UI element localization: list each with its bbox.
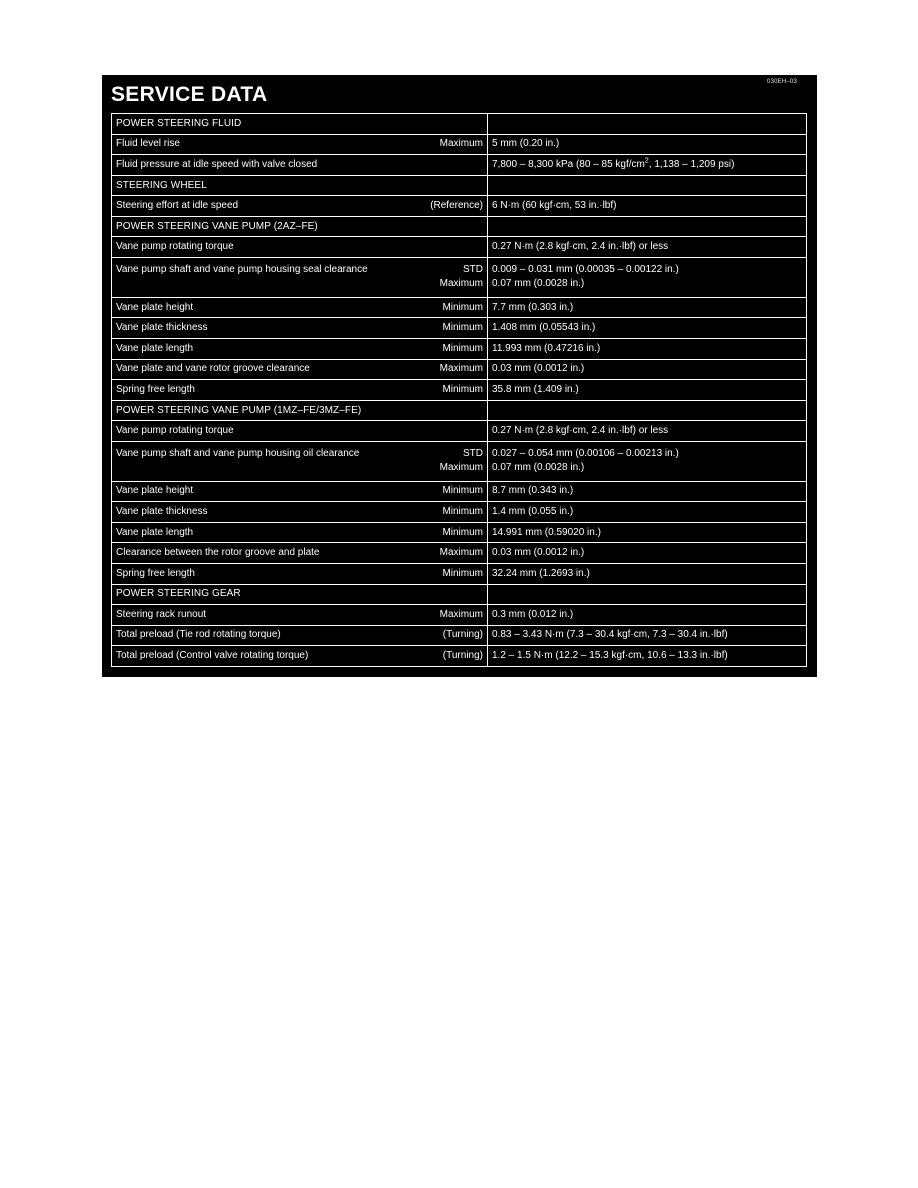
spec-label-cell bbox=[112, 605, 488, 626]
spec-label-wrap bbox=[116, 342, 483, 356]
spec-qualifier-text: Minimum bbox=[442, 567, 483, 579]
table-row bbox=[112, 563, 807, 584]
spec-qualifier bbox=[442, 342, 483, 356]
spec-value-cell bbox=[488, 134, 807, 155]
spec-value-cell bbox=[488, 175, 807, 196]
spec-value: 0.83 – 3.43 N·m (7.3 – 30.4 kgf·cm, 7.3 – 30.4 in.·lbf) bbox=[492, 629, 728, 641]
spec-value-cell bbox=[488, 338, 807, 359]
spec-value-cell bbox=[488, 605, 807, 626]
table-row bbox=[112, 543, 807, 564]
spec-qualifier bbox=[442, 505, 483, 519]
spec-label-wrap bbox=[116, 362, 483, 376]
spec-value: 6 N·m (60 kgf·cm, 53 in.·lbf) bbox=[492, 200, 617, 212]
spec-label-cell bbox=[112, 481, 488, 502]
spec-value: 1.2 – 1.5 N·m (12.2 – 15.3 kgf·cm, 10.6 – 13.3 in.·lbf) bbox=[492, 650, 728, 662]
spec-label-cell bbox=[112, 380, 488, 401]
spec-label-cell bbox=[112, 625, 488, 646]
spec-label: Total preload (Tie rod rotating torque) bbox=[116, 629, 281, 641]
spec-label-cell bbox=[112, 134, 488, 155]
spec-label: Vane pump shaft and vane pump housing seal clearance bbox=[116, 264, 368, 276]
spec-value-cell bbox=[488, 258, 807, 298]
spec-label: Steering effort at idle speed bbox=[116, 200, 239, 212]
spec-label-wrap bbox=[116, 383, 483, 397]
spec-value: 0.027 – 0.054 mm (0.00106 – 0.00213 in.) bbox=[492, 448, 679, 460]
spec-qualifier bbox=[442, 526, 483, 540]
spec-label: Spring free length bbox=[116, 383, 195, 395]
spec-qualifier-text: Maximum bbox=[439, 608, 483, 620]
section-header: POWER STEERING VANE PUMP (2AZ–FE) bbox=[112, 216, 488, 237]
spec-label: Vane plate height bbox=[116, 485, 194, 497]
reference-code: 030EH–03 bbox=[767, 79, 797, 85]
spec-label-cell bbox=[112, 421, 488, 442]
spec-label: Vane pump rotating torque bbox=[116, 425, 234, 437]
service-data-table bbox=[111, 113, 807, 667]
spec-qualifier bbox=[442, 567, 483, 581]
spec-value-cell bbox=[488, 646, 807, 667]
spec-value: 11.993 mm (0.47216 in.) bbox=[492, 342, 601, 354]
spec-label: Fluid level rise bbox=[116, 138, 180, 150]
spec-label-cell bbox=[112, 297, 488, 318]
spec-label: Vane plate and vane rotor groove clearance bbox=[116, 363, 310, 375]
spec-value-cell bbox=[488, 543, 807, 564]
spec-qualifier-text: Maximum bbox=[439, 363, 483, 375]
spec-value: 32.24 mm (1.2693 in.) bbox=[492, 567, 590, 579]
spec-value-cell bbox=[488, 155, 807, 176]
table-row bbox=[112, 359, 807, 380]
spec-value: 1.408 mm (0.05543 in.) bbox=[492, 322, 596, 334]
spec-value-cell bbox=[488, 481, 807, 502]
spec-qualifier bbox=[440, 362, 483, 376]
spec-value: 0.03 mm (0.0012 in.) bbox=[492, 363, 585, 375]
spec-value-cell bbox=[488, 522, 807, 543]
table-row bbox=[112, 522, 807, 543]
spec-label-wrap bbox=[116, 505, 483, 519]
spec-value: 7.7 mm (0.303 in.) bbox=[492, 301, 574, 313]
section-row bbox=[112, 175, 807, 196]
spec-value-cell bbox=[488, 359, 807, 380]
spec-label: Spring free length bbox=[116, 567, 195, 579]
section-row bbox=[112, 400, 807, 421]
spec-qualifier-text: Minimum bbox=[442, 526, 483, 538]
spec-qualifier-text: Maximum bbox=[439, 547, 483, 559]
spec-label-wrap bbox=[116, 484, 483, 498]
table-row bbox=[112, 441, 807, 481]
spec-value-cell bbox=[488, 421, 807, 442]
table-row bbox=[112, 625, 807, 646]
spec-value-cell bbox=[488, 563, 807, 584]
spec-value-cell bbox=[488, 584, 807, 605]
spec-value-cell bbox=[488, 216, 807, 237]
spec-label: Vane plate length bbox=[116, 342, 194, 354]
table-row bbox=[112, 258, 807, 298]
spec-label-cell bbox=[112, 196, 488, 217]
section-header: POWER STEERING FLUID bbox=[112, 114, 488, 135]
page-title: SERVICE DATA bbox=[111, 83, 268, 106]
spec-qualifier bbox=[440, 608, 483, 622]
section-header: POWER STEERING GEAR bbox=[112, 584, 488, 605]
spec-value: 35.8 mm (1.409 in.) bbox=[492, 383, 579, 395]
spec-label: Steering rack runout bbox=[116, 608, 207, 620]
table-row bbox=[112, 155, 807, 176]
spec-value-part: 7,800 – 8,300 kPa (80 – 85 kgf/cm bbox=[492, 158, 645, 170]
table-row bbox=[112, 196, 807, 217]
spec-label-wrap bbox=[116, 240, 483, 254]
spec-qualifier-text: (Turning) bbox=[442, 629, 483, 641]
spec-value-superscript: 2 bbox=[644, 157, 649, 165]
spec-qualifier bbox=[442, 321, 483, 335]
spec-value: 0.009 – 0.031 mm (0.00035 – 0.00122 in.) bbox=[492, 264, 679, 276]
spec-label-cell bbox=[112, 543, 488, 564]
service-data-table-body bbox=[112, 114, 807, 667]
spec-value-cell bbox=[488, 318, 807, 339]
spec-qualifier-text: Maximum bbox=[439, 278, 483, 290]
table-row bbox=[112, 481, 807, 502]
section-header: POWER STEERING VANE PUMP (1MZ–FE/3MZ–FE) bbox=[112, 400, 488, 421]
spec-label-wrap bbox=[116, 447, 483, 475]
spec-value bbox=[492, 158, 802, 172]
spec-qualifier-text: (Reference) bbox=[430, 200, 483, 212]
spec-label-cell bbox=[112, 563, 488, 584]
spec-qualifier-text: Minimum bbox=[442, 383, 483, 395]
spec-label-cell bbox=[112, 258, 488, 298]
spec-label: Vane plate thickness bbox=[116, 506, 208, 518]
spec-qualifier-text: Minimum bbox=[442, 485, 483, 497]
spec-label-cell bbox=[112, 646, 488, 667]
spec-value-cell bbox=[488, 297, 807, 318]
spec-value: 0.07 mm (0.0028 in.) bbox=[492, 278, 585, 290]
spec-qualifier-text: STD bbox=[463, 448, 483, 460]
spec-value-cell bbox=[488, 441, 807, 481]
spec-value-cell bbox=[488, 380, 807, 401]
table-row bbox=[112, 237, 807, 258]
spec-label-wrap bbox=[116, 526, 483, 540]
spec-value: 0.27 N·m (2.8 kgf·cm, 2.4 in.·lbf) or less bbox=[492, 241, 669, 253]
spec-label-cell bbox=[112, 237, 488, 258]
spec-value-cell bbox=[488, 502, 807, 523]
section-header: STEERING WHEEL bbox=[112, 175, 488, 196]
spec-qualifier-text: Minimum bbox=[442, 301, 483, 313]
spec-value: 1.4 mm (0.055 in.) bbox=[492, 506, 574, 518]
table-row bbox=[112, 338, 807, 359]
spec-value-part: , 1,138 – 1,209 psi) bbox=[648, 158, 735, 170]
spec-label-wrap bbox=[116, 649, 483, 663]
spec-label-cell bbox=[112, 318, 488, 339]
spec-qualifier bbox=[442, 383, 483, 397]
spec-qualifier-text: STD bbox=[463, 264, 483, 276]
table-row bbox=[112, 421, 807, 442]
spec-value-cell bbox=[488, 196, 807, 217]
spec-label: Clearance between the rotor groove and plate bbox=[116, 547, 320, 559]
spec-qualifier-text: Minimum bbox=[442, 506, 483, 518]
spec-qualifier bbox=[440, 137, 483, 151]
spec-value: 0.03 mm (0.0012 in.) bbox=[492, 547, 585, 559]
spec-label-wrap bbox=[116, 546, 483, 560]
spec-label: Vane plate height bbox=[116, 301, 194, 313]
section-row bbox=[112, 584, 807, 605]
spec-qualifier-text: Minimum bbox=[442, 322, 483, 334]
spec-label-wrap bbox=[116, 628, 483, 642]
section-row bbox=[112, 216, 807, 237]
table-row bbox=[112, 605, 807, 626]
spec-label-wrap bbox=[116, 321, 483, 335]
spec-label-cell bbox=[112, 502, 488, 523]
spec-label-cell bbox=[112, 338, 488, 359]
spec-label: Fluid pressure at idle speed with valve closed bbox=[116, 158, 318, 170]
spec-qualifier-text: Maximum bbox=[439, 138, 483, 150]
spec-qualifier bbox=[443, 628, 483, 642]
spec-value: 8.7 mm (0.343 in.) bbox=[492, 485, 574, 497]
spec-value-cell bbox=[488, 114, 807, 135]
spec-value: 5 mm (0.20 in.) bbox=[492, 138, 560, 150]
table-row bbox=[112, 380, 807, 401]
spec-label-wrap bbox=[116, 137, 483, 151]
spec-label-cell bbox=[112, 522, 488, 543]
spec-qualifier-text: Minimum bbox=[442, 342, 483, 354]
spec-label-wrap bbox=[116, 158, 483, 172]
spec-label-cell bbox=[112, 359, 488, 380]
section-row bbox=[112, 114, 807, 135]
spec-label-wrap bbox=[116, 263, 483, 291]
table-row bbox=[112, 297, 807, 318]
spec-qualifier-text: Maximum bbox=[439, 462, 483, 474]
spec-label: Vane plate length bbox=[116, 526, 194, 538]
spec-value: 14.991 mm (0.59020 in.) bbox=[492, 526, 601, 538]
spec-qualifier bbox=[442, 484, 483, 498]
spec-qualifier bbox=[443, 649, 483, 663]
spec-qualifier bbox=[440, 263, 483, 291]
spec-value-cell bbox=[488, 237, 807, 258]
table-row bbox=[112, 502, 807, 523]
spec-label-wrap bbox=[116, 567, 483, 581]
spec-label-wrap bbox=[116, 199, 483, 213]
spec-value: 0.3 mm (0.012 in.) bbox=[492, 608, 574, 620]
spec-label-wrap bbox=[116, 301, 483, 315]
spec-value: 0.27 N·m (2.8 kgf·cm, 2.4 in.·lbf) or less bbox=[492, 425, 669, 437]
spec-label: Vane pump rotating torque bbox=[116, 241, 234, 253]
table-row bbox=[112, 318, 807, 339]
spec-label: Vane pump shaft and vane pump housing oil clearance bbox=[116, 448, 360, 460]
spec-label-wrap bbox=[116, 424, 483, 438]
spec-qualifier-text: (Turning) bbox=[442, 650, 483, 662]
spec-qualifier bbox=[430, 199, 483, 213]
spec-label-wrap bbox=[116, 608, 483, 622]
table-row bbox=[112, 646, 807, 667]
spec-label: Total preload (Control valve rotating torque) bbox=[116, 650, 309, 662]
spec-qualifier bbox=[440, 447, 483, 475]
table-row bbox=[112, 134, 807, 155]
spec-label-cell bbox=[112, 441, 488, 481]
spec-value-cell bbox=[488, 400, 807, 421]
spec-value-cell bbox=[488, 625, 807, 646]
spec-qualifier bbox=[442, 301, 483, 315]
spec-label: Vane plate thickness bbox=[116, 322, 208, 334]
spec-value: 0.07 mm (0.0028 in.) bbox=[492, 462, 585, 474]
service-data-panel bbox=[102, 75, 817, 677]
spec-label-cell bbox=[112, 155, 488, 176]
spec-qualifier bbox=[440, 546, 483, 560]
